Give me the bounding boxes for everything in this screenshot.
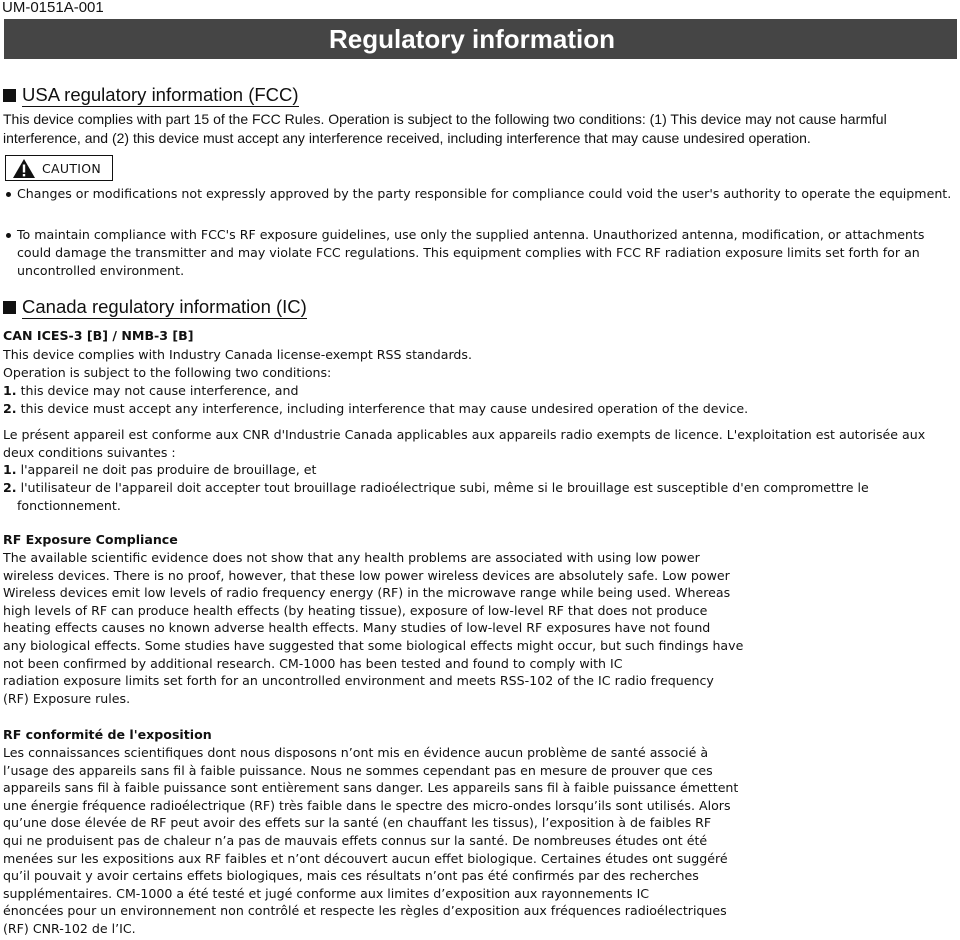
text-line: not been confirmed by additional research. CM-1000 has been tested and found to comply with IC xyxy=(3,655,623,671)
warning-triangle-icon xyxy=(12,158,36,179)
text-line: qui ne produisent pas de chaleur n’a pas de mauvais effets connus sur la santé. De nombreuses études ont été xyxy=(3,832,708,848)
item-text: l'utilisateur de l'appareil doit accepter tout brouillage radioélectrique subi, même si le brouillage est susceptible d'en compromettre le fonctionnement. xyxy=(16,480,869,513)
text-line: high levels of RF can produce health effects (by heating tissue), exposure of low-level RF that does not produce xyxy=(3,602,708,618)
square-bullet-icon xyxy=(3,89,16,102)
text-line: énoncées pour un environnement non contrôlé et respecte les règles d’exposition aux fréquences radioélectriques xyxy=(3,903,727,919)
rf-fr-body xyxy=(3,744,738,938)
title-banner xyxy=(4,19,957,59)
text-line: wireless devices. There is no proof, however, that these low power wireless devices are absolutely safe. Low power xyxy=(3,567,730,583)
ic-en-item xyxy=(3,382,298,400)
text-line: supplémentaires. CM-1000 a été testé et jugé conforme aux limites d’exposition aux rayonnements IC xyxy=(3,885,650,901)
ic-heading xyxy=(3,296,307,319)
text-line: The available scientific evidence does not show that any health problems are associated with using low power xyxy=(3,550,700,565)
bullet-dot-icon xyxy=(6,233,11,238)
text-line: une énergie fréquence radioélectrique (RF) très faible dans le spectre des micro-ondes lorsqu’ils sont utilisés. Alors xyxy=(3,797,731,813)
item-number: 2. xyxy=(3,480,17,495)
ic-fr-item xyxy=(3,479,937,515)
fcc-heading xyxy=(3,84,299,107)
rf-fr-title: RF conformité de l'exposition xyxy=(3,727,212,742)
ic-fr-item xyxy=(3,461,316,479)
fcc-intro: This device complies with part 15 of the FCC Rules. Operation is subject to the following two conditions: (1) This device may not cause harmful interference, and (2) this device must accept any interference received, including interference that may cause undesired operation. xyxy=(3,111,887,146)
ic-en-line: This device complies with Industry Canada license-exempt RSS standards. xyxy=(3,347,472,362)
text-line: qu’une dose élevée de RF peut avoir des effets sur la santé (en chauffant les tissus), l’exposition à de faibles RF xyxy=(3,815,712,831)
item-text: this device must accept any interference, including interference that may cause undesired operation of the device. xyxy=(16,401,749,416)
text-line: heating effects causes no known adverse health effects. Many studies of low-level RF exposures have not found xyxy=(3,620,711,636)
text-line: qu’il pouvait y avoir certains effets biologiques, mais ces résultats n’ont pas été confirmés par des recherches xyxy=(3,868,699,884)
rf-en-body xyxy=(3,549,743,707)
item-text: this device may not cause interference, and xyxy=(16,383,299,398)
fcc-bullet-text: Changes or modifications not expressly approved by the party responsible for compliance could void the user's authority to operate the equipment. xyxy=(17,186,952,201)
item-text: l'appareil ne doit pas produire de brouillage, et xyxy=(16,462,317,477)
rf-en-title: RF Exposure Compliance xyxy=(3,532,178,547)
item-number: 1. xyxy=(3,383,17,398)
document-id: UM-0151A-001 xyxy=(2,0,104,16)
text-line: Wireless devices emit low levels of radio frequency energy (RF) in the microwave range while being used. Whereas xyxy=(3,585,731,601)
text-line: any biological effects. Some studies have suggested that some biological effects might occur, but such findings have xyxy=(3,637,744,653)
ic-fr-intro: Le présent appareil est conforme aux CNR d'Industrie Canada applicables aux appareils radio exempts de licence. L'exploitation est autorisée aux deux conditions suivantes : xyxy=(3,427,926,460)
fcc-heading-text: USA regulatory information (FCC) xyxy=(22,84,299,105)
ic-heading-text: Canada regulatory information (IC) xyxy=(22,296,307,317)
text-line: (RF) Exposure rules. xyxy=(3,690,131,706)
square-bullet-icon xyxy=(3,301,16,314)
text-line: Les connaissances scientifiques dont nous disposons n’ont mis en évidence aucun problème de santé associé à xyxy=(3,745,709,760)
fcc-bullet-text: To maintain compliance with FCC's RF exposure guidelines, use only the supplied antenna. Unauthorized antenna, modification, or attachments could damage the transmitter and may violate FCC regulations. This equipment complies with FCC RF radiation exposure limits set forth for an uncontrolled environment. xyxy=(17,227,925,278)
fcc-bullet xyxy=(3,185,953,203)
page-title: Regulatory information xyxy=(329,24,616,54)
text-line: menées sur les expositions aux RF faibles et n’ont découvert aucun effet biologique. Certaines études ont suggéré xyxy=(3,850,728,866)
text-line: (RF) CNR-102 de l’IC. xyxy=(3,920,136,936)
item-number: 1. xyxy=(3,462,17,477)
ic-en-item xyxy=(3,400,748,418)
caution-box xyxy=(5,155,113,181)
ic-en-line: Operation is subject to the following two conditions: xyxy=(3,365,332,380)
fcc-bullet xyxy=(3,226,953,280)
ices-label: CAN ICES-3 [B] / NMB-3 [B] xyxy=(3,328,194,343)
text-line: radiation exposure limits set forth for an uncontrolled environment and meets RSS-102 of the IC radio frequency xyxy=(3,673,714,689)
item-number: 2. xyxy=(3,401,17,416)
text-line: l’usage des appareils sans fil à faible puissance. Nous ne sommes cependant pas en mesure de prouver que ces xyxy=(3,762,713,778)
caution-label: CAUTION xyxy=(42,160,102,176)
bullet-dot-icon xyxy=(6,192,11,197)
text-line: appareils sans fil à faible puissance sont entièrement sans danger. Les appareils sans fil à faible puissance émettent xyxy=(3,780,739,796)
